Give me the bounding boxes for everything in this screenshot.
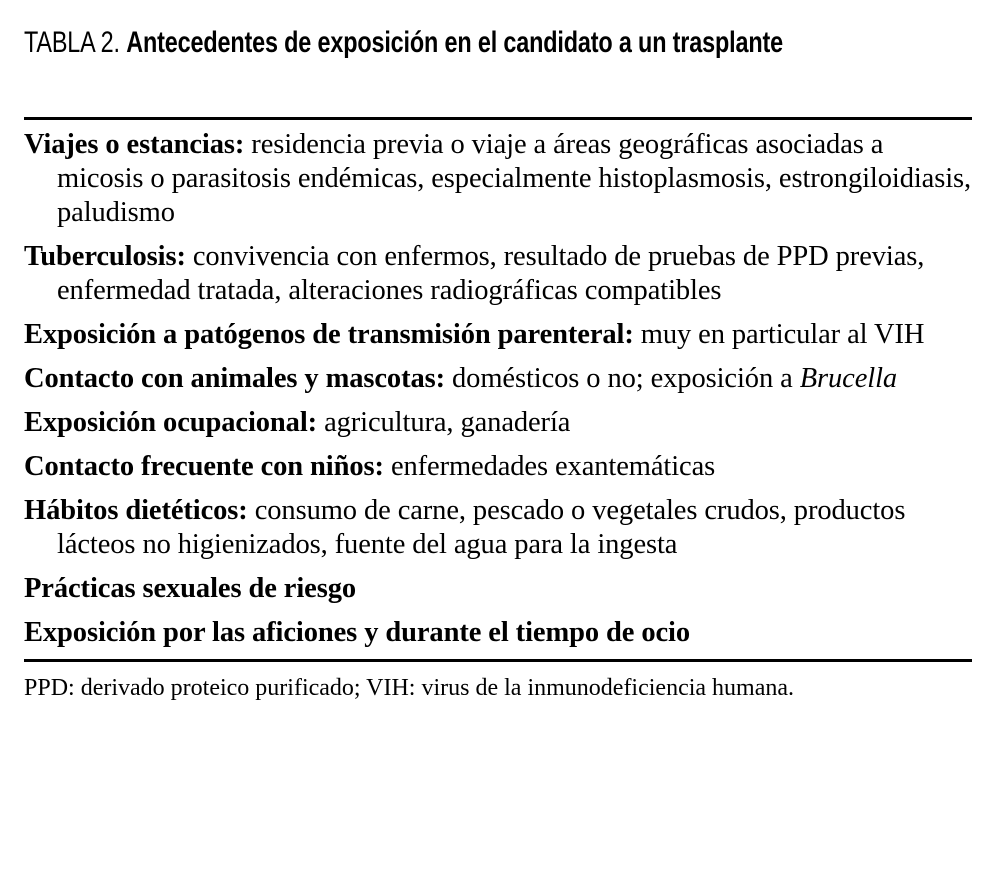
entry-term: Exposición a patógenos de transmisión parenteral: (24, 319, 634, 350)
table-footnote: PPD: derivado proteico purificado; VIH: virus de la inmunodeficiencia humana. (24, 675, 795, 701)
entry-term: Prácticas sexuales de riesgo (24, 573, 356, 604)
table-label: TABLA 2. (24, 26, 120, 59)
entry-parenteral (24, 318, 972, 352)
entry-occupational (24, 406, 972, 440)
entry-children (24, 450, 972, 484)
entry-travel (24, 128, 972, 230)
entry-term: Hábitos dietéticos: (24, 495, 248, 526)
top-rule (24, 117, 972, 120)
table-title (24, 22, 835, 104)
entry-italic-text: Brucella (799, 363, 898, 394)
entry-tuberculosis (24, 240, 972, 308)
entry-text: agricultura, ganadería (324, 407, 571, 438)
entry-text: muy en particular al VIH (640, 319, 925, 350)
table-container (24, 22, 972, 703)
entry-animals (24, 362, 972, 396)
entry-text: enfermedades exantemáticas (390, 451, 716, 482)
entry-list (24, 128, 972, 650)
bottom-rule (24, 659, 972, 662)
table-title-text: Antecedentes de exposición en el candidato a un trasplante (126, 26, 783, 59)
entry-term: Exposición por las aficiones y durante el tiempo de ocio (24, 617, 691, 648)
entry-text: convivencia con enfermos, resultado de pruebas de PPD previas, enfermedad tratada, alteraciones radiográficas compatibles (57, 241, 925, 306)
entry-text: residencia previa o viaje a áreas geográficas asociadas a micosis o parasitosis endémicas, especialmente histoplasmosis, estrongiloidiasis, paludismo (57, 129, 972, 228)
entry-term: Tuberculosis: (24, 241, 186, 272)
entry-hobbies (24, 616, 972, 650)
entry-diet (24, 494, 972, 562)
entry-sexual (24, 572, 972, 606)
entry-term: Exposición ocupacional: (24, 407, 318, 438)
entry-term: Contacto frecuente con niños: (24, 451, 384, 482)
entry-text: domésticos o no; exposición a (452, 363, 793, 394)
entry-text: consumo de carne, pescado o vegetales crudos, productos lácteos no higienizados, fuente del agua para la ingesta (57, 495, 906, 560)
entry-term: Contacto con animales y mascotas: (24, 363, 445, 394)
entry-term: Viajes o estancias: (24, 129, 245, 160)
